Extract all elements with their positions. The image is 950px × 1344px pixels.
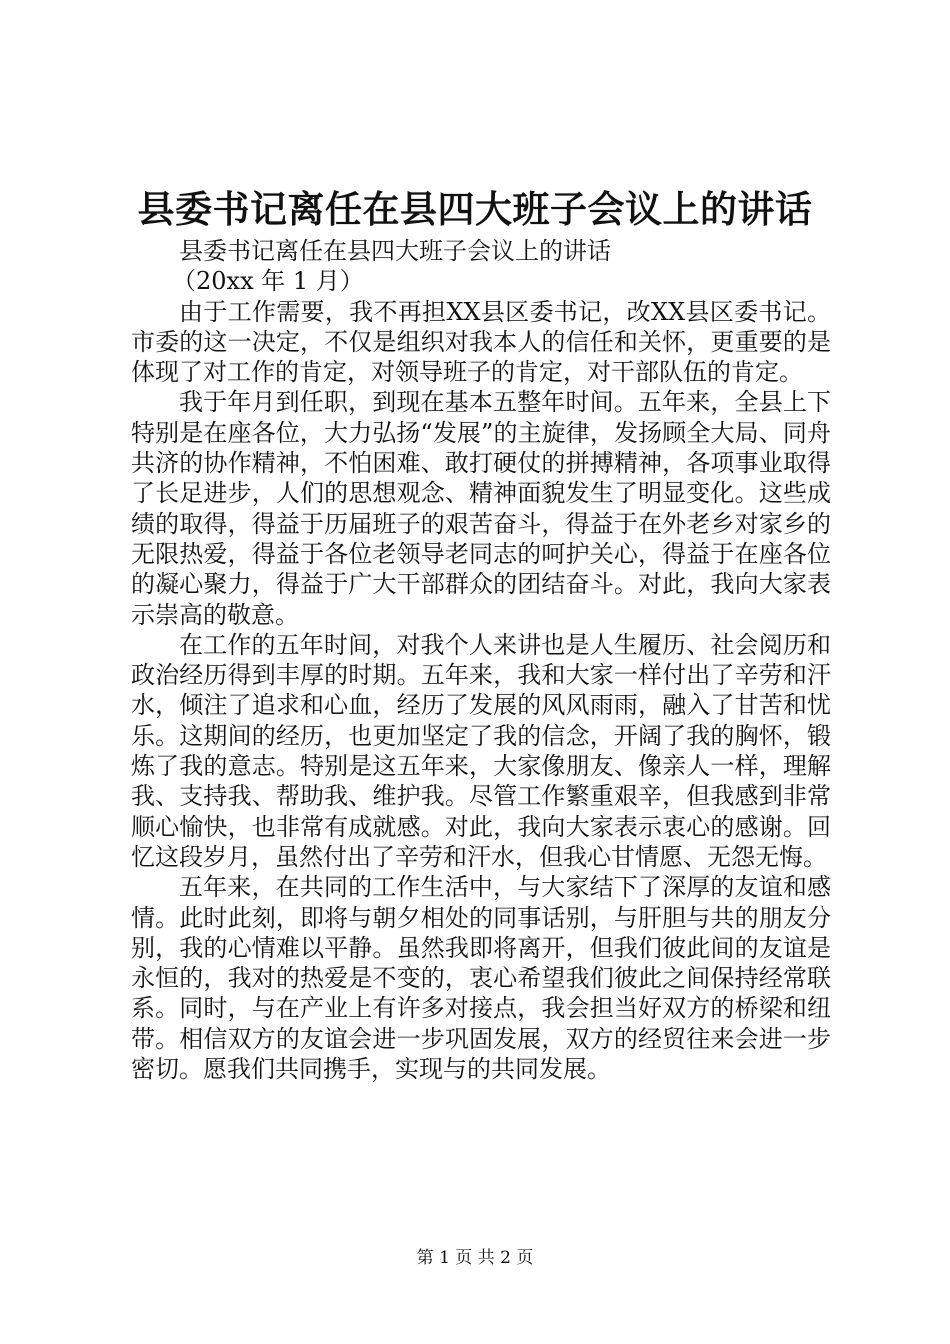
document-date: （20xx 年 1 月） (172, 267, 364, 296)
paragraph-4: 五年来，在共同的工作生活中，与大家结下了深厚的友谊和感情。此时此刻，即将与朝夕相处的同事话别，与肝胆与共的朋友分别，我的心情难以平静。虽然我即将离开，但我们彼此间的友谊是永恒的，我对的热爱是不变的，衷心希望我们彼此之间保持经常联系。同时，与在产业上有许多对接点，我会担当好双方的桥梁和纽带。相信双方的友谊会进一步巩固发展，双方的经贸往来会进一步密切。愿我们共同携手，实现与的共同发展。 (131, 873, 831, 1084)
page-number-footer: 第 1 页 共 2 页 (416, 1248, 534, 1268)
document-title: 县委书记离任在县四大班子会议上的讲话 (137, 187, 813, 231)
paragraph-3: 在工作的五年时间，对我个人来讲也是人生履历、社会阅历和政治经历得到丰厚的时期。五年来，我和大家一样付出了辛劳和汗水，倾注了追求和心血，经历了发展的风风雨雨，融入了甘苦和忧乐。这期间的经历，也更加坚定了我的信念，开阔了我的胸怀，锻炼了我的意志。特别是这五年来，大家像朋友、像亲人一样，理解我、支持我、帮助我、维护我。尽管工作繁重艰辛，但我感到非常顺心愉快，也非常有成就感。对此，我向大家表示衷心的感谢。回忆这段岁月，虽然付出了辛劳和汗水，但我心甘情愿、无怨无悔。 (131, 630, 831, 871)
paragraph-1: 由于工作需要，我不再担XX县区委书记，改XX县区委书记。市委的这一决定，不仅是组织对我本人的信任和关怀，更重要的是体现了对工作的肯定，对领导班子的肯定，对干部队伍的肯定。 (131, 297, 831, 387)
document-body (131, 236, 831, 1084)
paragraph-2: 我于年月到任职，到现在基本五整年时间。五年来，全县上下特别是在座各位，大力弘扬“发展”的主旋律，发扬顾全大局、同舟共济的协作精神，不怕困难、敢打硬仗的拼搏精神，各项事业取得了长足进步，人们的思想观念、精神面貌发生了明显变化。这些成绩的取得，得益于历届班子的艰苦奋斗，得益于在外老乡对家乡的无限热爱，得益于各位老领导老同志的呵护关心，得益于在座各位的凝心聚力，得益于广大干部群众的团结奋斗。对此，我向大家表示崇高的敬意。 (131, 388, 831, 629)
document-subtitle: 县委书记离任在县四大班子会议上的讲话 (179, 237, 611, 265)
